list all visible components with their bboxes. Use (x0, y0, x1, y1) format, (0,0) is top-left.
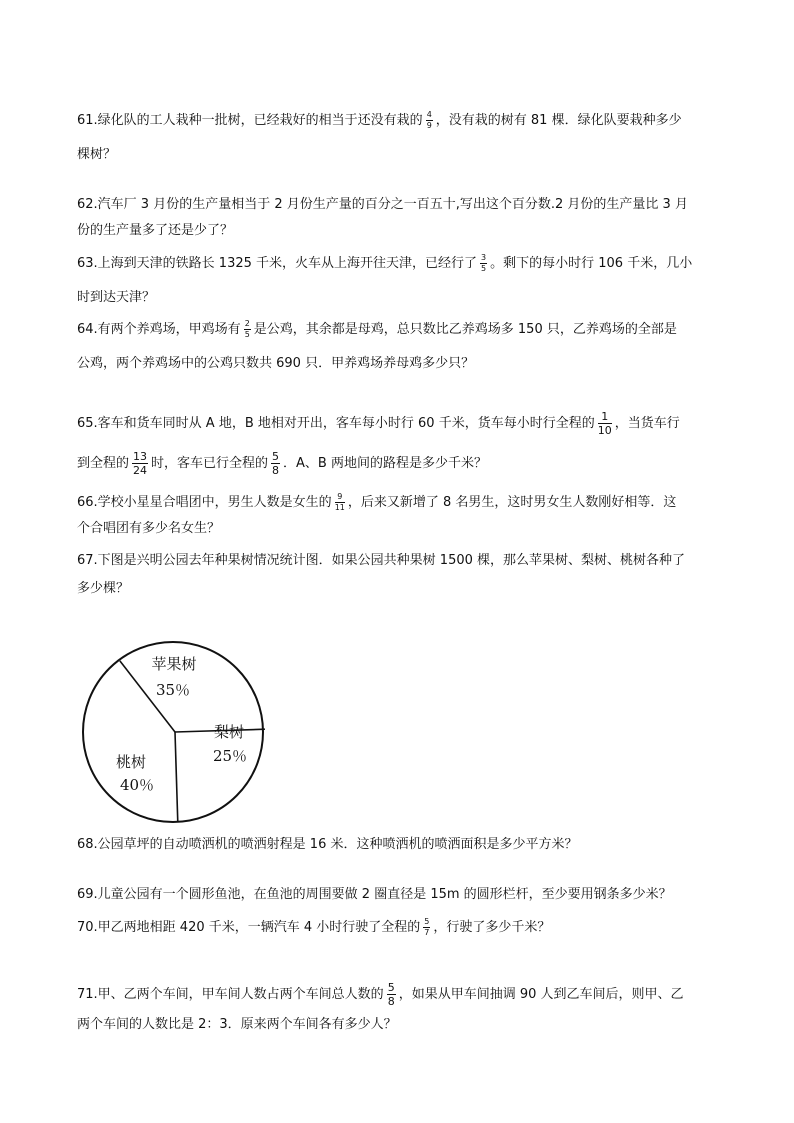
fraction: $\frac{5}{8}$ (272, 450, 280, 477)
question-67: 67.下图是兴明公园去年种果树情况统计图．如果公园共种果树 1500 棵，那么苹果树、梨树、桃树各种了 多少棵？ (77, 553, 686, 596)
question-62: 62.汽车厂 3 月份的生产量相当于 2 月份生产量的百分之一百五十,写出这个百分数.2 月份的生产量比 3 月 份的生产量多了还是少了？ (77, 197, 688, 238)
question-69: 69.儿童公园有一个圆形鱼池，在鱼池的周围要做 2 圈直径是 15m 的圆形栏杆，至少要用钢条多少米？ (77, 887, 672, 902)
pie-slice-boundary (175, 732, 178, 822)
pie-slice-name: 梨树 (213, 723, 245, 741)
fraction: $\frac{5}{8}$ (387, 981, 395, 1008)
fruit-tree-pie-chart (77, 640, 267, 825)
fraction: $\frac{9}{11}$ (334, 492, 345, 512)
pie-slice-name: 苹果树 (151, 655, 197, 673)
question-65: 65.客车和货车同时从 A 地，B 地相对开出，客车每小时行 60 千米，货车每小时行全程的 $\frac{1}{10}$ ，当货车行 到全程的 $\frac{13}{24}$ 时，客车已行全程的 $\frac{5}{8}$ ．A、B 两地间的路程是多少千米？ (77, 410, 680, 477)
pie-slice-name: 桃树 (115, 753, 147, 771)
pie-slice-percent: 35％ (155, 681, 191, 699)
question-61: 61.绿化队的工人栽种一批树，已经栽好的相当于还没有栽的 $\frac{4}{9}$ ，没有栽的树有 81 棵．绿化队要栽种多少 棵树？ (77, 110, 682, 162)
fraction: $\frac{13}{24}$ (133, 450, 148, 477)
fraction: $\frac{5}{7}$ (424, 917, 430, 937)
question-63: 63.上海到天津的铁路长 1325 千米，火车从上海开往天津，已经行了 $\frac{3}{5}$ 。剩下的每小时行 106 千米，几小 时到达天津？ (77, 253, 693, 305)
fraction: $\frac{1}{10}$ (597, 410, 612, 437)
pie-slice-percent: 40％ (119, 776, 155, 794)
fraction: $\frac{2}{5}$ (244, 319, 250, 339)
fraction: $\frac{4}{9}$ (426, 110, 432, 130)
fraction: $\frac{3}{5}$ (481, 253, 487, 273)
question-70: 70.甲乙两地相距 420 千米，一辆汽车 4 小时行驶了全程的 $\frac{5}{7}$ ，行驶了多少千米？ (77, 917, 551, 937)
question-68: 68.公园草坪的自动喷洒机的喷洒射程是 16 米．这种喷洒机的喷洒面积是多少平方米？ (77, 837, 578, 852)
question-64: 64.有两个养鸡场，甲鸡场有 $\frac{2}{5}$ 是公鸡，其余都是母鸡，总只数比乙养鸡场多 150 只，乙养鸡场的全部是 公鸡，两个养鸡场中的公鸡只数共 690 只．甲养鸡场养母鸡多少只？ (77, 319, 677, 371)
question-66: 66.学校小星星合唱团中，男生人数是女生的 $\frac{9}{11}$ ，后来又新增了 8 名男生，这时男女生人数刚好相等．这 个合唱团有多少名女生？ (77, 492, 677, 536)
pie-slice-percent: 25％ (212, 747, 248, 765)
question-71: 71.甲、乙两个车间，甲车间人数占两个车间总人数的 $\frac{5}{8}$ ，如果从甲车间抽调 90 人到乙车间后，则甲、乙 两个车间的人数比是 2：3．原来两个车间各有多少人？ (77, 981, 684, 1032)
